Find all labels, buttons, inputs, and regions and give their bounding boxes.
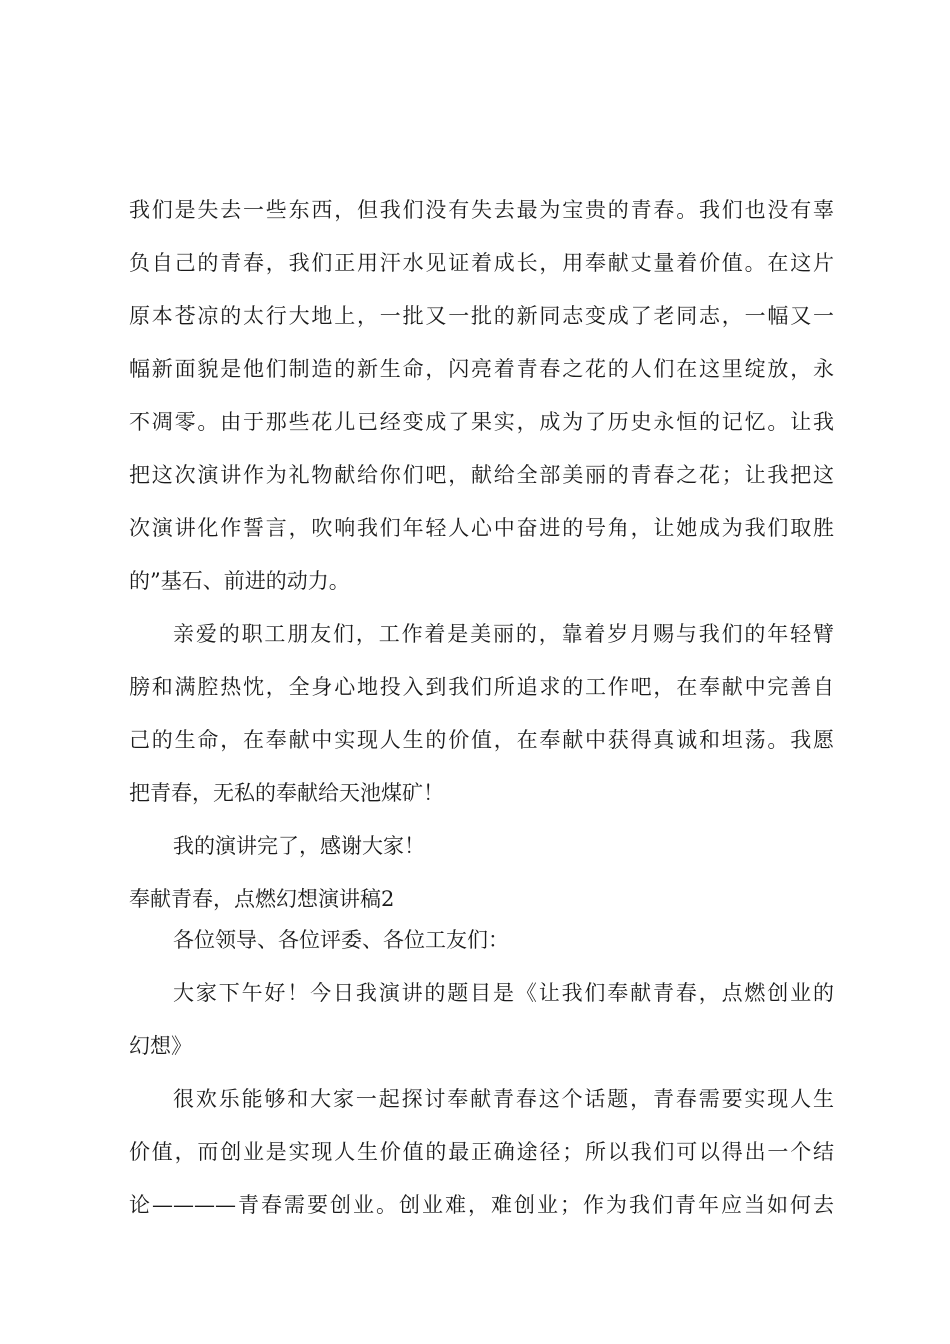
text-line: 己的生命，在奉献中实现人生的价值，在奉献中获得真诚和坦荡。我愿 — [129, 728, 834, 752]
text-line: 的”基石、前进的动力。 — [129, 569, 350, 593]
text-line: 幻想》 — [129, 1034, 192, 1058]
text-line: 把青春，无私的奉献给天池煤矿！ — [129, 781, 444, 805]
text-line: 膀和满腔热忱，全身心地投入到我们所追求的工作吧，在奉献中完善自 — [129, 675, 834, 699]
text-line: 不凋零。由于那些花儿已经变成了果实，成为了历史永恒的记忆。让我 — [129, 410, 834, 434]
text-line: 我们是失去一些东西，但我们没有失去最为宝贵的青春。我们也没有辜 — [129, 198, 834, 222]
text-line: 亲爱的职工朋友们，工作着是美丽的，靠着岁月赐与我们的年轻臂 — [173, 622, 834, 646]
text-line: 我的演讲完了，感谢大家！ — [173, 834, 425, 858]
section-heading: 奉献青春，点燃幻想演讲稿2 — [129, 887, 395, 911]
text-line: 把这次演讲作为礼物献给你们吧，献给全部美丽的青春之花；让我把这 — [129, 463, 834, 487]
text-line: 论————青春需要创业。创业难，难创业；作为我们青年应当如何去 — [129, 1193, 834, 1217]
salutation: 各位领导、各位评委、各位工友们： — [173, 928, 509, 952]
text-line: 原本苍凉的太行大地上，一批又一批的新同志变成了老同志，一幅又一 — [129, 304, 834, 328]
text-line: 次演讲化作誓言，吹响我们年轻人心中奋进的号角，让她成为我们取胜 — [129, 516, 834, 540]
text-line: 负自己的青春，我们正用汗水见证着成长，用奉献丈量着价值。在这片 — [129, 251, 834, 275]
text-line: 幅新面貌是他们制造的新生命，闪亮着青春之花的人们在这里绽放，永 — [129, 357, 834, 381]
text-line: 价值，而创业是实现人生价值的最正确途径；所以我们可以得出一个结 — [129, 1140, 834, 1164]
document-body — [129, 184, 834, 1232]
text-line: 很欢乐能够和大家一起探讨奉献青春这个话题，青春需要实现人生 — [173, 1087, 834, 1111]
text-line: 大家下午好！今日我演讲的题目是《让我们奉献青春，点燃创业的 — [173, 981, 834, 1005]
